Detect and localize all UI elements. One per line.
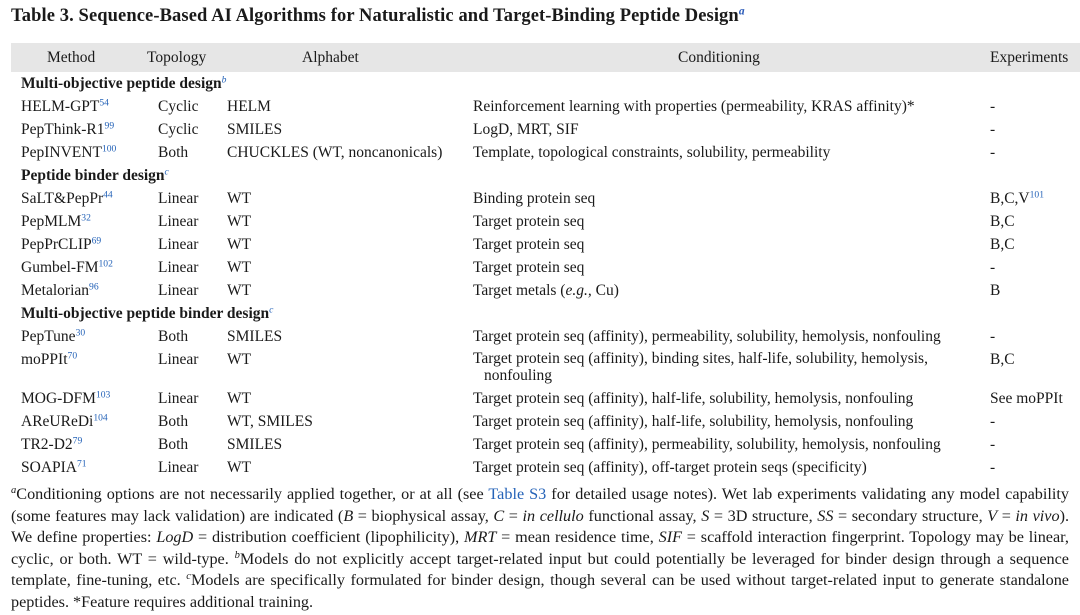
reference-link[interactable]: 96 (89, 281, 99, 293)
method-name: TR2-D2 (21, 436, 73, 453)
footnote-mark-c: c (186, 571, 191, 583)
footnote-text: = distribution coefficient (lipophilicity), (193, 528, 464, 546)
table-footnotes (11, 484, 1069, 613)
alphabet-cell: WT, SMILES (227, 413, 313, 430)
reference-link[interactable]: 32 (81, 212, 91, 224)
column-header-method: Method (47, 49, 96, 66)
alphabet-cell: SMILES (227, 121, 283, 138)
conditioning-cell (473, 350, 928, 384)
experiments-cell: - (990, 259, 996, 276)
method-cell (21, 350, 77, 370)
conditioning-cell: Target protein seq (affinity), half-life, solubility, hemolysis, nonfouling (473, 413, 914, 430)
experiments-cell: - (990, 328, 996, 345)
column-header-experiments: Experiments (990, 49, 1069, 66)
reference-link[interactable]: 54 (99, 97, 109, 109)
footnote-text: = secondary structure, (833, 506, 988, 525)
method-name: MOG-DFM (21, 390, 96, 407)
conditioning-cell: Template, topological constraints, solubility, permeability (473, 144, 831, 161)
conditioning-cell: LogD, MRT, SIF (473, 121, 579, 138)
conditioning-cell: Reinforcement learning with properties (permeability, KRAS affinity)* (473, 98, 915, 115)
conditioning-cell: Target protein seq (affinity), permeability, solubility, hemolysis, nonfouling (473, 328, 941, 345)
section-heading (21, 304, 273, 324)
method-name: moPPIt (21, 351, 68, 368)
section-heading (21, 74, 226, 94)
conditioning-italic: e.g., (565, 282, 592, 299)
topology-cell: Linear (158, 459, 199, 476)
alphabet-cell: WT (227, 459, 252, 476)
footnote-mark-a: a (11, 485, 17, 497)
alphabet-cell: WT (227, 390, 252, 407)
conditioning-cell: Target protein seq (473, 213, 585, 230)
method-cell (21, 281, 99, 301)
reference-link[interactable]: 70 (67, 350, 78, 362)
topology-cell: Cyclic (158, 98, 199, 115)
conditioning-text: Cu) (591, 282, 619, 299)
topology-cell: Linear (158, 282, 199, 299)
footnote-italic: in cellulo (522, 506, 584, 525)
reference-link[interactable]: 79 (72, 435, 83, 447)
method-name: Gumbel-FM (21, 259, 99, 276)
title-footnote-mark[interactable]: a (738, 5, 745, 18)
conditioning-cell: Target protein seq (affinity), permeability, solubility, hemolysis, nonfouling (473, 436, 941, 453)
method-cell (21, 435, 82, 455)
footnote-text: = (504, 506, 523, 525)
method-name: PepThink-R1 (21, 121, 105, 138)
table-title-text: Table 3. Sequence-Based AI Algorithms for Naturalistic and Target-Binding Peptide Design (11, 6, 739, 26)
footnote-symbol: SIF (658, 528, 682, 546)
reference-link[interactable]: 69 (91, 235, 102, 247)
footnote-symbol: V (987, 506, 998, 525)
footnote-text: = 3D structure, (709, 506, 818, 525)
alphabet-cell: SMILES (227, 328, 283, 345)
reference-link[interactable]: 100 (101, 143, 117, 155)
footnote-symbol: C (493, 506, 505, 525)
method-cell (21, 412, 108, 432)
experiments-cell: B,C (990, 236, 1015, 253)
method-name: AReUReDi (21, 413, 94, 430)
topology-cell: Linear (158, 259, 199, 276)
method-cell (21, 235, 101, 255)
topology-cell: Linear (158, 390, 199, 407)
topology-cell: Cyclic (158, 121, 199, 138)
reference-link[interactable]: 104 (93, 412, 108, 424)
topology-cell: Linear (158, 351, 199, 368)
footnote-mark[interactable]: c (269, 304, 274, 316)
footnote-mark[interactable]: b (221, 74, 227, 86)
method-cell (21, 143, 116, 163)
method-name: PepPrCLIP (21, 236, 92, 253)
alphabet-cell: WT (227, 282, 252, 299)
alphabet-cell: WT (227, 236, 252, 253)
footnote-mark-b: b (234, 549, 240, 561)
method-cell (21, 389, 110, 409)
method-name: Metalorian (21, 282, 90, 299)
conditioning-line: Target protein seq (affinity), binding sites, half-life, solubility, hemolysis, (473, 350, 928, 367)
reference-link[interactable]: 103 (95, 389, 111, 401)
experiments-cell: - (990, 98, 996, 115)
footnote-text: ). We define properties: (11, 506, 1069, 546)
footnote-text: = mean residence time, (496, 528, 659, 546)
experiments-cell: B (990, 282, 1001, 299)
section-label: Multi-objective peptide binder design (21, 305, 270, 322)
conditioning-text: Target metals ( (473, 282, 566, 299)
method-name: SOAPIA (21, 459, 77, 476)
conditioning-line: nonfouling (484, 367, 553, 384)
method-cell (21, 458, 87, 478)
footnote-symbol: LogD (156, 528, 194, 546)
column-header-conditioning: Conditioning (678, 49, 760, 66)
method-name: HELM-GPT (21, 98, 100, 115)
footnote-text: = (997, 506, 1016, 525)
footnote-text: for detailed usage notes). Wet lab experiments validating any model capability (some features may lack validation) are indicated ( (11, 485, 1069, 525)
method-cell (21, 97, 109, 117)
footnote-text: Conditioning options are not necessarily applied together, or at all (see (16, 485, 489, 503)
alphabet-cell: WT (227, 351, 252, 368)
experiments-cell: - (990, 121, 996, 138)
reference-link[interactable]: 102 (98, 258, 113, 270)
reference-link[interactable]: 30 (75, 327, 86, 339)
experiments-cell: - (990, 436, 996, 453)
method-cell (21, 212, 91, 232)
reference-link[interactable]: 71 (76, 458, 87, 470)
experiments-cell: - (990, 413, 996, 430)
experiments-cell (990, 189, 1044, 209)
experiments-cell: - (990, 144, 996, 161)
experiments-cell: B,C (990, 351, 1015, 368)
footnote-italic: in vivo (1015, 506, 1060, 525)
conditioning-cell (473, 281, 619, 301)
method-cell (21, 189, 113, 209)
topology-cell: Linear (158, 236, 199, 253)
footnote-text: Models do not explicitly accept target-related input but could potentially be leveraged for binder design through a sequence template, fine-tuning, etc. (11, 549, 1069, 589)
alphabet-cell: HELM (227, 98, 271, 115)
topology-cell: Both (158, 436, 189, 453)
alphabet-cell: SMILES (227, 436, 283, 453)
column-header-alphabet: Alphabet (302, 49, 359, 66)
alphabet-cell: WT (227, 190, 252, 207)
footnote-symbol: SS (817, 506, 834, 525)
method-name: PepINVENT (21, 144, 102, 161)
reference-link[interactable]: 99 (104, 120, 115, 132)
method-cell (21, 258, 113, 278)
method-name: PepTune (21, 328, 76, 345)
footnote-mark[interactable]: c (164, 166, 169, 178)
footnote-symbol: S (701, 506, 710, 525)
method-name: SaLT&PepPr (21, 190, 104, 207)
table-s3-link[interactable]: Table S3 (488, 485, 547, 503)
footnote-symbol: MRT (463, 528, 497, 546)
table-header (11, 43, 1080, 72)
footnote-text: Models are specifically formulated for binder design, though several can be used without target-related input to generate standalone peptides. *Feature requires additional training. (11, 571, 1069, 611)
alphabet-cell: WT (227, 259, 252, 276)
experiments-cell: B,C (990, 213, 1015, 230)
conditioning-cell: Binding protein seq (473, 190, 596, 207)
method-cell (21, 327, 85, 347)
footnote-text: functional assay, (583, 506, 702, 525)
conditioning-cell: Target protein seq (affinity), off-target protein seqs (specificity) (473, 459, 867, 476)
conditioning-cell: Target protein seq (affinity), half-life, solubility, hemolysis, nonfouling (473, 390, 914, 407)
experiments-value: B,C,V (990, 190, 1030, 207)
topology-cell: Linear (158, 213, 199, 230)
conditioning-cell: Target protein seq (473, 236, 585, 253)
table-title (11, 6, 745, 27)
topology-cell: Linear (158, 190, 199, 207)
topology-cell: Both (158, 328, 189, 345)
reference-link[interactable]: 101 (1029, 189, 1045, 201)
alphabet-cell: WT (227, 213, 252, 230)
column-header-topology: Topology (147, 49, 207, 66)
footnote-text: = biophysical assay, (353, 506, 494, 525)
method-cell (21, 120, 114, 140)
section-label: Peptide binder design (21, 167, 165, 184)
alphabet-cell: CHUCKLES (WT, noncanonicals) (227, 144, 443, 161)
method-name: PepMLM (21, 213, 82, 230)
footnote-symbol: B (343, 506, 354, 525)
topology-cell: Both (158, 413, 189, 430)
reference-link[interactable]: 44 (103, 189, 113, 201)
section-heading (21, 166, 169, 186)
topology-cell: Both (158, 144, 189, 161)
experiments-cell: See moPPIt (990, 390, 1063, 407)
conditioning-cell: Target protein seq (473, 259, 585, 276)
experiments-cell: - (990, 459, 996, 476)
footnote-text: = scaffold interaction fingerprint. Topology may be linear, cyclic, or both. WT = wild-type. (11, 528, 1069, 568)
section-label: Multi-objective peptide design (21, 75, 222, 92)
